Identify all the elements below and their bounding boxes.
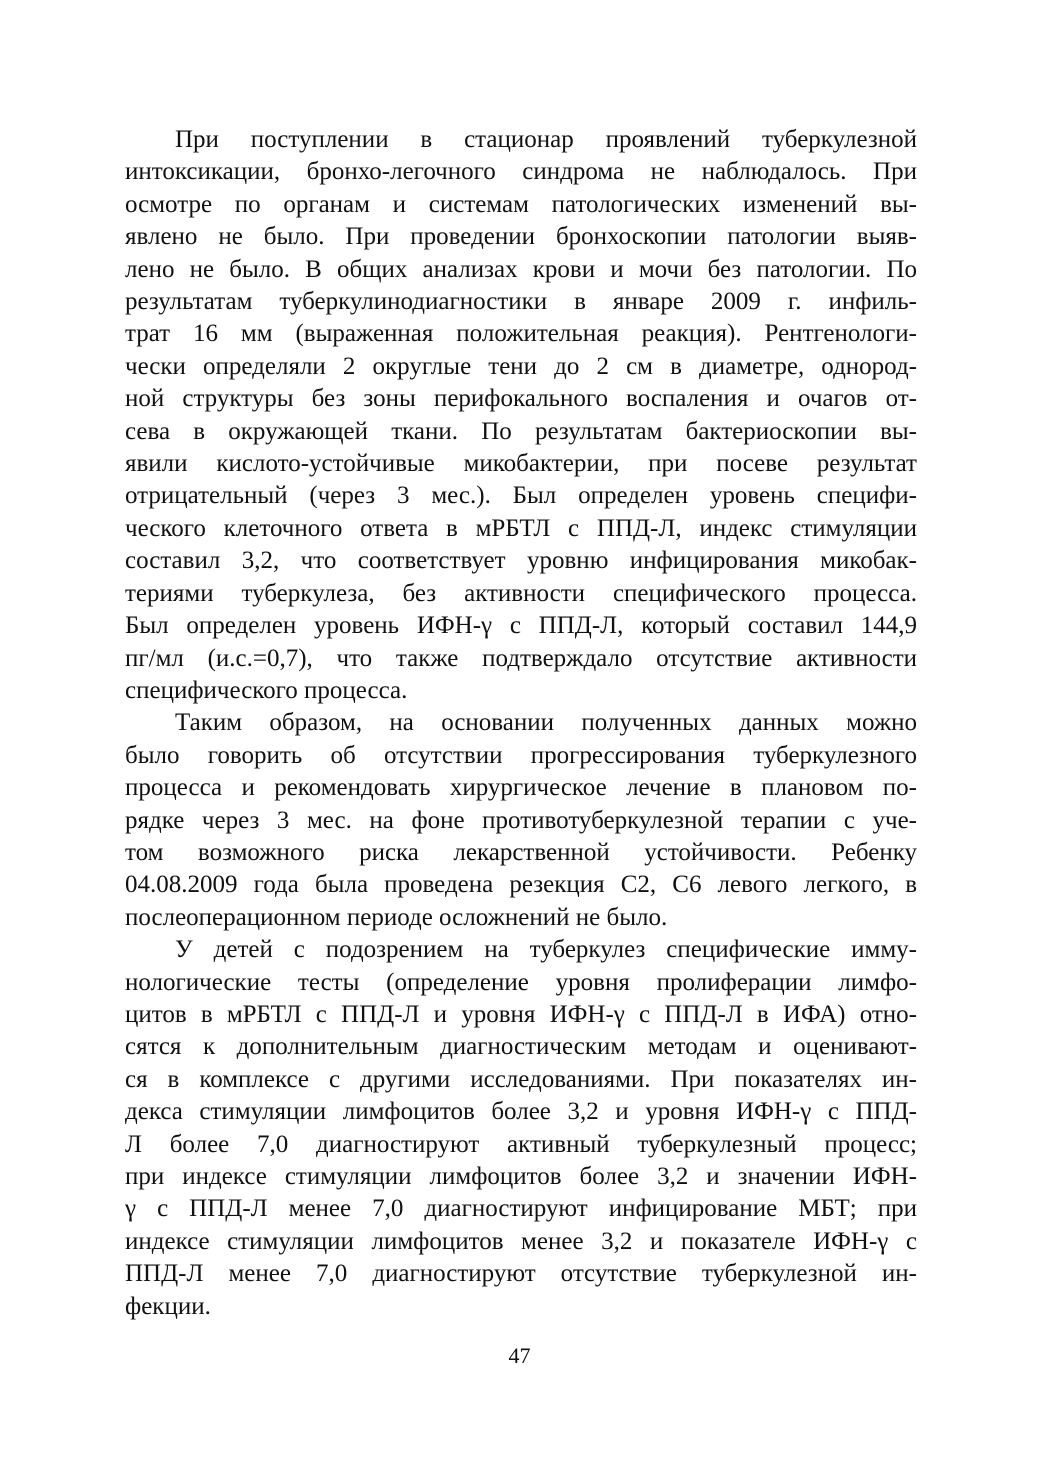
text-line: Л более 7,0 диагностируют активный туберкулезный процесс; [125, 1130, 917, 1158]
text-line: сятся к дополнительным диагностическим методам и оценивают- [125, 1033, 917, 1061]
body-text [125, 124, 917, 1323]
paragraph [125, 707, 917, 934]
text-line: было говорить об отсутствии прогрессирования туберкулезного [125, 741, 917, 769]
text-line: явили кислото-устойчивые микобактерии, при посеве результат [125, 450, 917, 478]
text-line: том возможного риска лекарственной устойчивости. Ребенку [125, 838, 917, 866]
text-line: осмотре по органам и системам патологических изменений вы- [125, 190, 917, 218]
text-line: териями туберкулеза, без активности специфического процесса. [125, 579, 917, 607]
text-line: сева в окружающей ткани. По результатам бактериоскопии вы- [125, 417, 917, 445]
text-line: ся в комплексе с другими исследованиями. При показателях ин- [125, 1065, 917, 1093]
text-line: интоксикации, бронхо-легочного синдрома не наблюдалось. При [125, 158, 917, 186]
text-line: составил 3,2, что соответствует уровню инфицирования микобак- [125, 547, 917, 575]
text-line: при индексе стимуляции лимфоцитов более 3,2 и значении ИФН- [125, 1163, 917, 1190]
paragraph [125, 124, 917, 707]
text-line: При поступлении в стационар проявлений туберкулезной [175, 126, 917, 153]
text-line: лено не было. В общих анализах крови и мочи без патологии. По [125, 255, 917, 283]
text-line: 04.08.2009 года была проведена резекция С2, С6 левого легкого, в [125, 871, 917, 899]
text-line: ной структуры без зоны перифокального воспаления и очагов от- [125, 385, 917, 413]
text-line: явлено не было. При проведении бронхоскопии патологии выяв- [125, 223, 917, 251]
text-line: фекции. [125, 1292, 211, 1320]
text-line: ческого клеточного ответа в мРБТЛ с ППД-Л, индекс стимуляции [125, 514, 917, 542]
text-line: нологические тесты (определение уровня пролиферации лимфо- [125, 968, 917, 996]
text-line: γ с ППД-Л менее 7,0 диагностируют инфицирование МБТ; при [125, 1195, 917, 1223]
text-line: процесса и рекомендовать хирургическое лечение в плановом по- [125, 774, 917, 802]
text-line: Таким образом, на основании полученных данных можно [175, 709, 917, 737]
text-line: чески определяли 2 округлые тени до 2 см в диаметре, однород- [125, 352, 917, 380]
text-line: послеоперационном периоде осложнений не было. [125, 903, 668, 931]
paragraph [125, 934, 917, 1323]
text-line: У детей с подозрением на туберкулез специфические имму- [175, 936, 917, 964]
text-line: индексе стимуляции лимфоцитов менее 3,2 и показателе ИФН-γ с [125, 1227, 917, 1255]
text-line: трат 16 мм (выраженная положительная реакция). Рентгенологи- [125, 320, 917, 348]
text-line: рядке через 3 мес. на фоне противотуберкулезной терапии с уче- [125, 806, 917, 834]
text-line: Был определен уровень ИФН-γ с ППД-Л, который составил 144,9 [125, 612, 917, 640]
text-line: цитов в мРБТЛ с ППД-Л и уровня ИФН-γ с ППД-Л в ИФА) отно- [125, 1000, 917, 1028]
text-line: пг/мл (и.с.=0,7), что также подтверждало отсутствие активности [125, 644, 917, 672]
text-line: декса стимуляции лимфоцитов более 3,2 и уровня ИФН-γ с ППД- [125, 1098, 917, 1126]
text-line: специфического процесса. [125, 676, 408, 704]
text-line: отрицательный (через 3 мес.). Был определен уровень специфи- [125, 482, 917, 510]
text-line: результатам туберкулинодиагностики в январе 2009 г. инфиль- [125, 288, 917, 316]
text-line: ППД-Л менее 7,0 диагностируют отсутствие туберкулезной ин- [125, 1260, 917, 1288]
page-number: 47 [508, 1343, 531, 1368]
